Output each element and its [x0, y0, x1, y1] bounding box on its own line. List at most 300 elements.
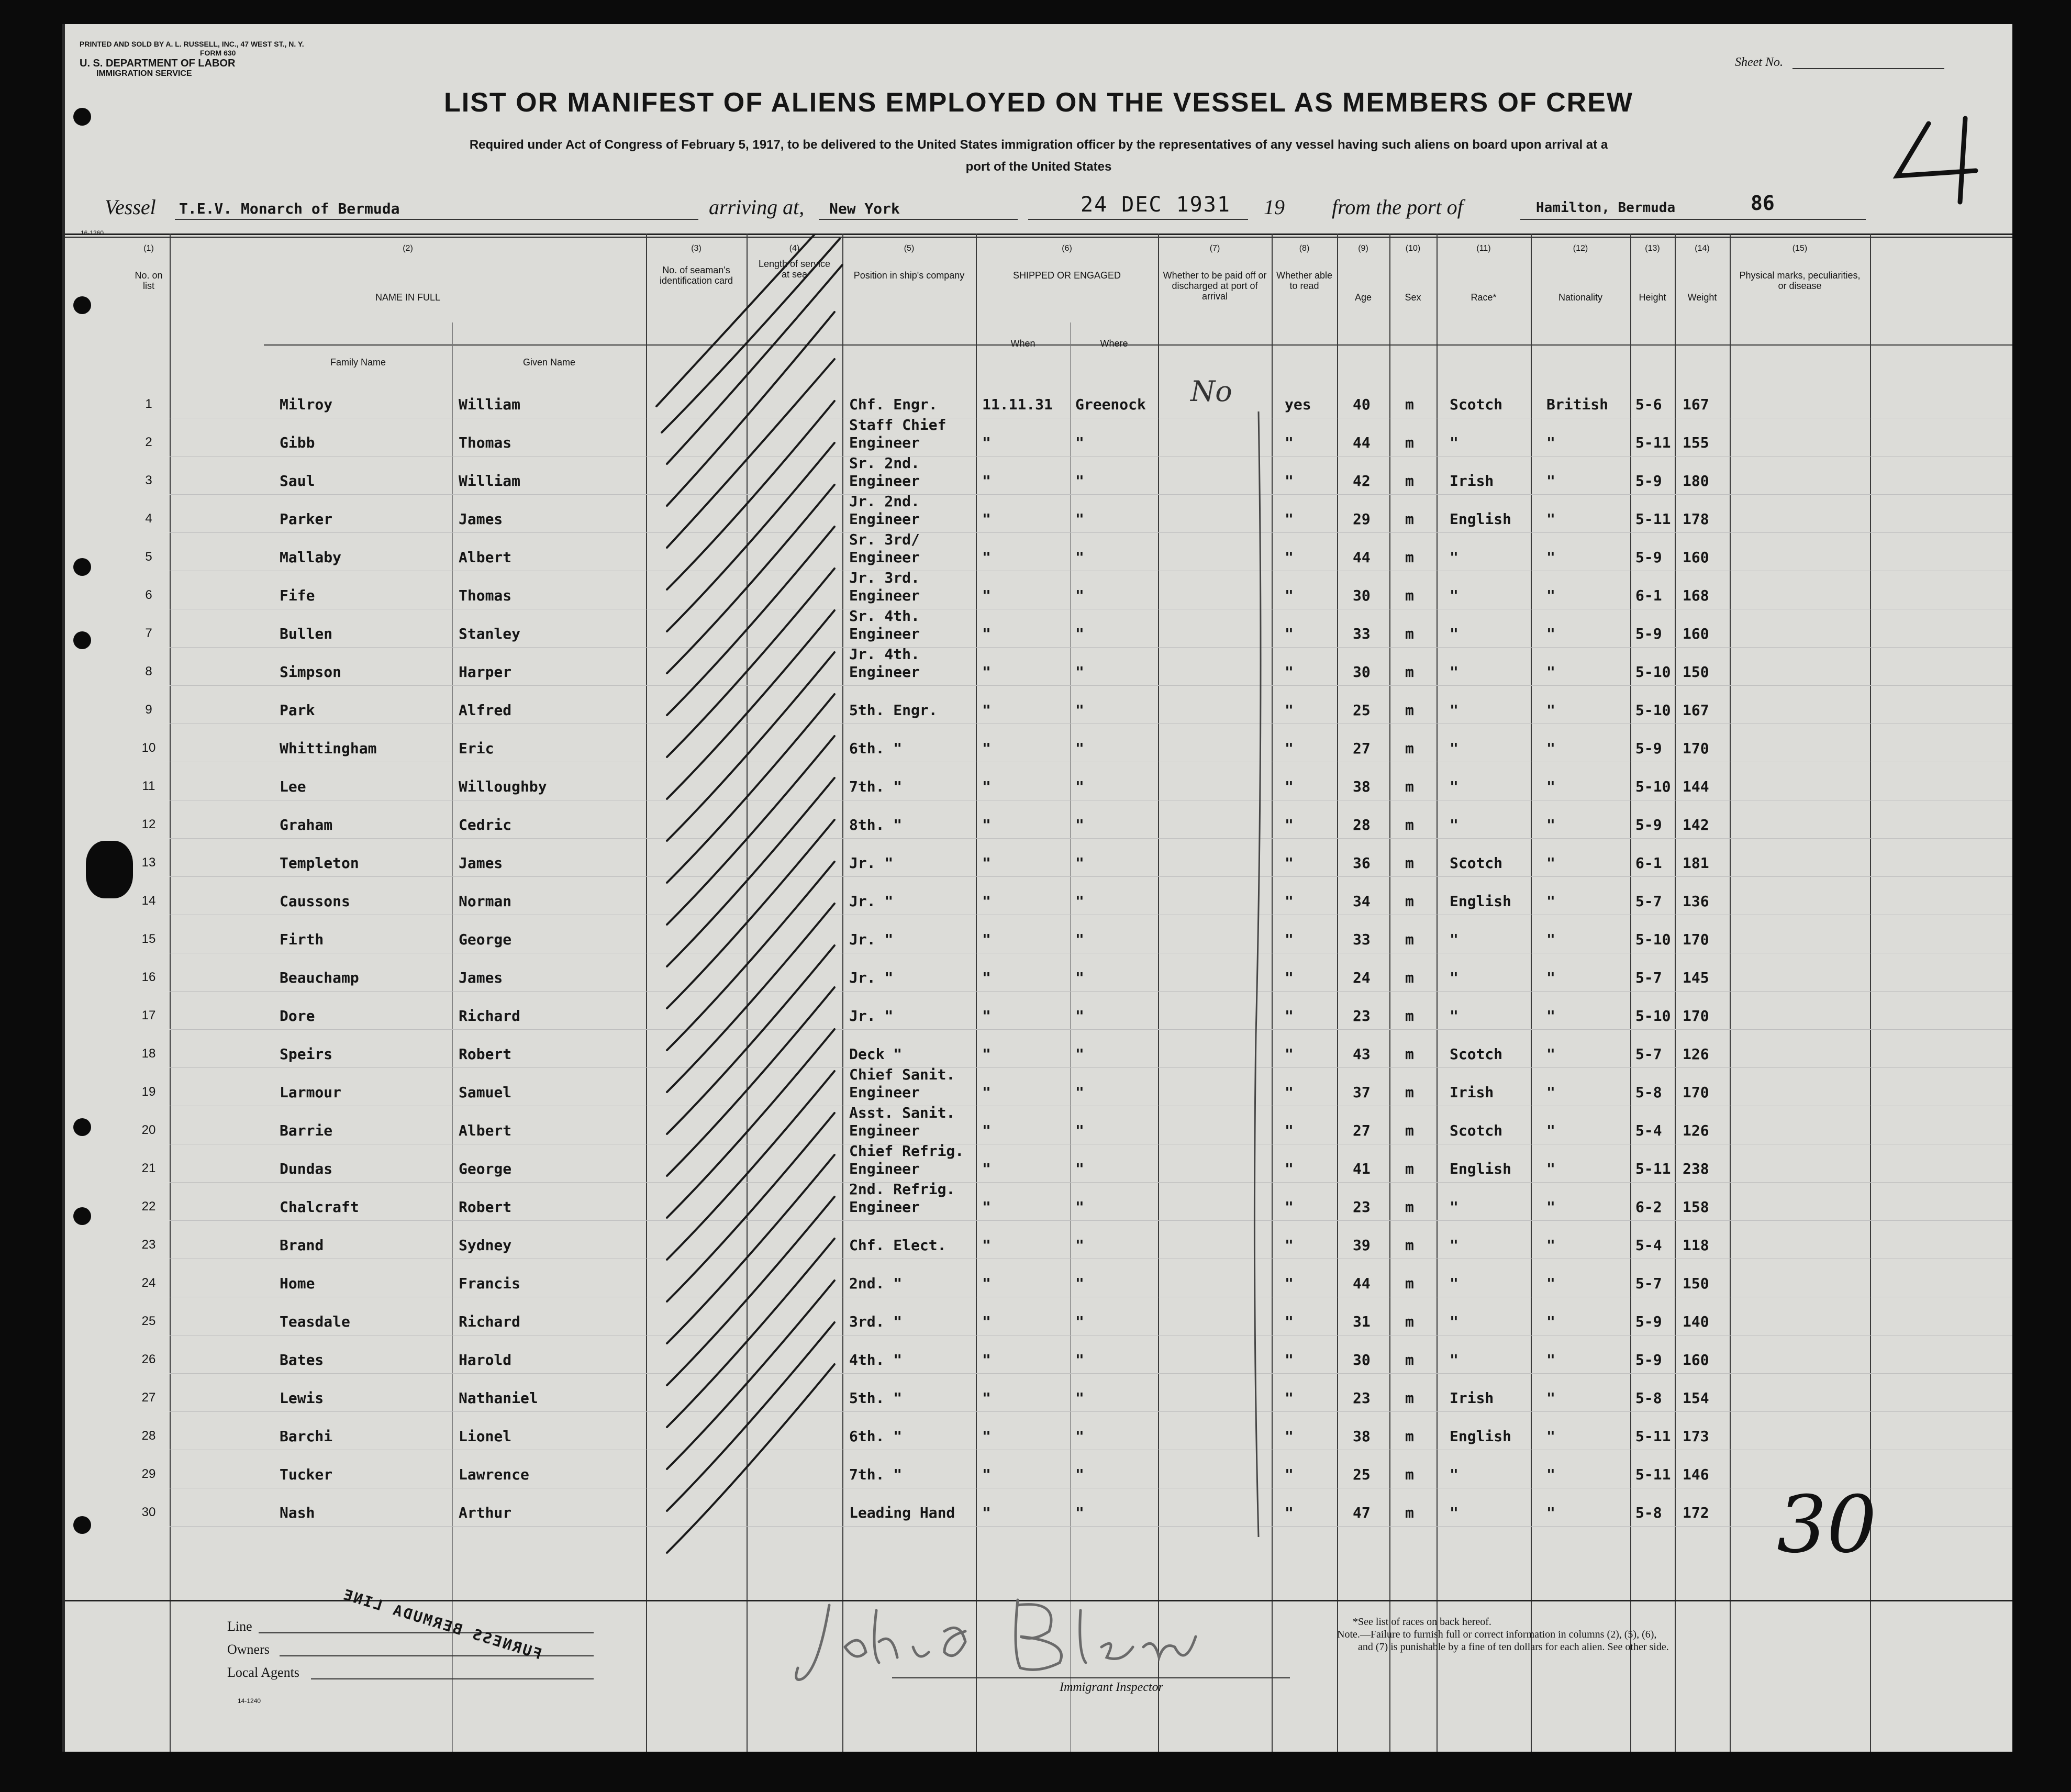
cell-position-line1: Jr. 2nd.: [849, 493, 920, 510]
cell-height: 5-4: [1635, 1122, 1662, 1139]
cell-where: ": [1075, 663, 1084, 681]
col-num-2: (2): [403, 244, 413, 253]
cell-nationality: ": [1546, 1084, 1555, 1101]
col-num-13: (13): [1645, 244, 1660, 253]
cell-position: Engineer: [849, 549, 920, 566]
page-mark-handwritten: [1887, 113, 2002, 207]
row-number: 2: [145, 435, 152, 449]
cell-family: Lee: [280, 778, 306, 795]
cell-age: 24: [1353, 969, 1371, 986]
cell-sex: m: [1405, 587, 1414, 604]
row-number: 17: [141, 1008, 156, 1022]
cell-position-line1: Sr. 3rd/: [849, 531, 920, 548]
cell-when: ": [982, 816, 991, 833]
cell-position: Engineer: [849, 434, 920, 451]
cell-where: ": [1075, 1045, 1084, 1063]
cell-weight: 145: [1683, 969, 1709, 986]
cell-given: Albert: [459, 1122, 512, 1139]
arriving-label: arriving at,: [709, 195, 805, 219]
col-header-when: When: [1010, 338, 1036, 349]
cell-family: Barrie: [280, 1122, 333, 1139]
cell-weight: 142: [1683, 816, 1709, 833]
binder-hole: [73, 1118, 91, 1136]
cell-race: Irish: [1450, 472, 1494, 489]
cell-given: Richard: [459, 1007, 521, 1025]
cell-position-line1: Staff Chief: [849, 416, 947, 433]
cell-weight: 172: [1683, 1504, 1709, 1521]
cell-sex: m: [1405, 893, 1414, 910]
cell-age: 47: [1353, 1504, 1371, 1521]
cell-read: ": [1285, 740, 1294, 757]
binder-hole: [73, 296, 91, 314]
cell-where: ": [1075, 1160, 1084, 1177]
cell-when: ": [982, 1389, 991, 1407]
cell-read: ": [1285, 1504, 1294, 1521]
cell-read: ": [1285, 778, 1294, 795]
cell-when: ": [982, 740, 991, 757]
cell-position: 5th. ": [849, 1389, 903, 1407]
cell-family: Dore: [280, 1007, 315, 1025]
cell-position: 4th. ": [849, 1351, 903, 1368]
row-rule: [170, 647, 2012, 648]
cell-sex: m: [1405, 1428, 1414, 1445]
cell-position-line1: Jr. 3rd.: [849, 569, 920, 586]
cell-weight: 181: [1683, 854, 1709, 872]
cell-read: ": [1285, 625, 1294, 642]
cell-family: Dundas: [280, 1160, 333, 1177]
row-rule: [170, 1411, 2012, 1412]
cell-family: Bullen: [280, 625, 333, 642]
cell-nationality: ": [1546, 1122, 1555, 1139]
paid-off-ditto-line: [1248, 406, 1269, 1542]
cell-read: ": [1285, 1428, 1294, 1445]
cell-age: 44: [1353, 434, 1371, 451]
cell-when: ": [982, 1237, 991, 1254]
row-rule: [170, 838, 2012, 839]
binder-hole: [73, 108, 91, 126]
inspector-line: [892, 1677, 1290, 1678]
cell-where: ": [1075, 1428, 1084, 1445]
penalty-note-1: Note.—Failure to furnish full or correct information in columns (2), (5), (6),: [1337, 1629, 1657, 1640]
cell-weight: 146: [1683, 1466, 1709, 1483]
cell-height: 5-4: [1635, 1237, 1662, 1254]
row-rule: [170, 1220, 2012, 1221]
row-number: 23: [141, 1238, 156, 1252]
cell-read: ": [1285, 1351, 1294, 1368]
cell-height: 5-10: [1635, 1007, 1671, 1025]
penalty-note-2: and (7) is punishable by a fine of ten dollars for each alien. See other side.: [1358, 1641, 1669, 1653]
vessel-label: Vessel: [105, 195, 156, 219]
cell-where: ": [1075, 510, 1084, 528]
col-num-7: (7): [1209, 244, 1220, 253]
cell-where: ": [1075, 587, 1084, 604]
cell-where: ": [1075, 434, 1084, 451]
cell-race: ": [1450, 778, 1458, 795]
line-field: [259, 1632, 594, 1633]
col-header-nationality: Nationality: [1558, 292, 1603, 303]
date-stamp: 24 DEC 1931: [1081, 193, 1231, 217]
cell-height: 6-1: [1635, 854, 1662, 872]
cell-given: Harold: [459, 1351, 512, 1368]
cell-family: Speirs: [280, 1045, 333, 1063]
cell-sex: m: [1405, 396, 1414, 413]
cell-nationality: ": [1546, 702, 1555, 719]
cell-family: Chalcraft: [280, 1198, 359, 1216]
cell-read: ": [1285, 1466, 1294, 1483]
cell-sex: m: [1405, 816, 1414, 833]
cell-position: Engineer: [849, 1160, 920, 1177]
races-note: *See list of races on back hereof.: [1353, 1616, 1491, 1628]
row-number: 28: [141, 1429, 156, 1443]
cell-race: Scotch: [1450, 854, 1503, 872]
cell-position: Engineer: [849, 510, 920, 528]
cell-when: ": [982, 1466, 991, 1483]
cell-nationality: ": [1546, 1428, 1555, 1445]
cell-height: 5-10: [1635, 663, 1671, 681]
cell-family: Saul: [280, 472, 315, 489]
cell-when: ": [982, 510, 991, 528]
cell-read: ": [1285, 1198, 1294, 1216]
col-num-12: (12): [1573, 244, 1588, 253]
cell-race: ": [1450, 625, 1458, 642]
cell-weight: 170: [1683, 740, 1709, 757]
cell-age: 30: [1353, 1351, 1371, 1368]
cell-weight: 167: [1683, 396, 1709, 413]
cell-family: Park: [280, 702, 315, 719]
agents-field: [311, 1678, 594, 1679]
cell-when: ": [982, 1084, 991, 1101]
cell-nationality: ": [1546, 816, 1555, 833]
footer-notes: [1337, 1616, 1669, 1653]
year-label: 19: [1264, 195, 1285, 219]
cell-race: ": [1450, 702, 1458, 719]
cell-height: 6-2: [1635, 1198, 1662, 1216]
cell-read: ": [1285, 434, 1294, 451]
subtitle-line-1: Required under Act of Congress of February 5, 1917, to be delivered to the United States immigration officer by the representatives of any vessel having such aliens on board upon arrival at a: [469, 138, 1608, 152]
cell-nationality: ": [1546, 1198, 1555, 1216]
cell-where: ": [1075, 472, 1084, 489]
cell-position: Engineer: [849, 1122, 920, 1139]
cell-race: ": [1450, 587, 1458, 604]
cell-race: English: [1450, 1160, 1512, 1177]
cell-sex: m: [1405, 778, 1414, 795]
cell-position: 6th. ": [849, 740, 903, 757]
cell-age: 25: [1353, 702, 1371, 719]
cell-where: ": [1075, 1198, 1084, 1216]
cell-race: ": [1450, 1504, 1458, 1521]
cell-when: ": [982, 434, 991, 451]
cell-weight: 144: [1683, 778, 1709, 795]
cell-read: ": [1285, 931, 1294, 948]
binder-hole: [73, 1207, 91, 1225]
cell-when: ": [982, 854, 991, 872]
cell-nationality: ": [1546, 1466, 1555, 1483]
cell-nationality: ": [1546, 1237, 1555, 1254]
cell-nationality: ": [1546, 434, 1555, 451]
cell-height: 5-7: [1635, 1275, 1662, 1292]
cell-read: ": [1285, 1275, 1294, 1292]
cell-read: ": [1285, 472, 1294, 489]
cell-read: ": [1285, 969, 1294, 986]
cell-where: ": [1075, 1466, 1084, 1483]
footer-form-code: 14-1240: [238, 1697, 261, 1705]
col-header-no: No. on list: [135, 270, 163, 291]
row-number: 29: [141, 1467, 156, 1481]
cell-when: ": [982, 1045, 991, 1063]
total-count-handwritten: 30: [1777, 1479, 1877, 1571]
row-number: 4: [145, 511, 152, 526]
cell-age: 37: [1353, 1084, 1371, 1101]
cell-given: William: [459, 396, 521, 413]
cell-read: ": [1285, 854, 1294, 872]
cell-height: 5-9: [1635, 1351, 1662, 1368]
cell-race: English: [1450, 510, 1512, 528]
cell-position: 8th. ": [849, 816, 903, 833]
cell-position: 7th. ": [849, 1466, 903, 1483]
cell-where: ": [1075, 1504, 1084, 1521]
cell-age: 34: [1353, 893, 1371, 910]
cell-age: 23: [1353, 1007, 1371, 1025]
cell-age: 25: [1353, 1466, 1371, 1483]
cell-position: Engineer: [849, 587, 920, 604]
row-number: 10: [141, 741, 156, 755]
cell-when: ": [982, 1275, 991, 1292]
row-number: 1: [145, 397, 152, 411]
cell-age: 23: [1353, 1389, 1371, 1407]
cell-height: 5-11: [1635, 1160, 1671, 1177]
col-num-5: (5): [904, 244, 915, 253]
cell-where: ": [1075, 702, 1084, 719]
owners-label: Owners: [227, 1642, 270, 1657]
cell-given: Samuel: [459, 1084, 512, 1101]
cell-read: ": [1285, 587, 1294, 604]
cell-sex: m: [1405, 1045, 1414, 1063]
cell-where: ": [1075, 1007, 1084, 1025]
cell-sex: m: [1405, 1084, 1414, 1101]
cell-race: ": [1450, 434, 1458, 451]
cell-age: 30: [1353, 663, 1371, 681]
cell-nationality: ": [1546, 472, 1555, 489]
cell-where: ": [1075, 1237, 1084, 1254]
cell-given: Lawrence: [459, 1466, 529, 1483]
cell-family: Teasdale: [280, 1313, 350, 1330]
row-rule: [170, 1526, 2012, 1527]
cell-nationality: ": [1546, 625, 1555, 642]
cell-race: ": [1450, 969, 1458, 986]
cell-family: Graham: [280, 816, 333, 833]
cell-when: ": [982, 1351, 991, 1368]
binder-hole: [73, 1516, 91, 1534]
arriving-port: New York: [829, 200, 900, 217]
row-number: 15: [141, 932, 156, 946]
cell-nationality: ": [1546, 854, 1555, 872]
cell-sex: m: [1405, 702, 1414, 719]
paid-off-handwritten: No: [1190, 375, 1232, 408]
cell-position: Jr. ": [849, 893, 894, 910]
row-number: 6: [145, 588, 152, 602]
cell-when: ": [982, 472, 991, 489]
cell-race: English: [1450, 893, 1512, 910]
cell-age: 44: [1353, 549, 1371, 566]
cell-position-line1: 2nd. Refrig.: [849, 1181, 955, 1198]
cell-nationality: British: [1546, 396, 1609, 413]
cell-race: ": [1450, 1275, 1458, 1292]
service-name: IMMIGRATION SERVICE: [96, 69, 192, 78]
cell-family: Home: [280, 1275, 315, 1292]
cell-given: Robert: [459, 1045, 512, 1063]
col-header-shipped: SHIPPED OR ENGAGED: [1012, 270, 1121, 281]
cell-family: Brand: [280, 1237, 324, 1254]
cell-race: ": [1450, 1351, 1458, 1368]
cell-age: 28: [1353, 816, 1371, 833]
cell-read: ": [1285, 893, 1294, 910]
cell-position: Engineer: [849, 1084, 920, 1101]
document-subtitle: [232, 134, 1845, 178]
cell-weight: 154: [1683, 1389, 1709, 1407]
cell-height: 5-9: [1635, 1313, 1662, 1330]
cell-nationality: ": [1546, 1389, 1555, 1407]
row-number: 13: [141, 855, 156, 870]
cell-age: 44: [1353, 1275, 1371, 1292]
cell-height: 5-7: [1635, 1045, 1662, 1063]
cell-given: Arthur: [459, 1504, 512, 1521]
cell-race: ": [1450, 931, 1458, 948]
cell-height: 5-9: [1635, 549, 1662, 566]
cell-race: ": [1450, 1198, 1458, 1216]
cell-nationality: ": [1546, 1160, 1555, 1177]
cell-where: ": [1075, 893, 1084, 910]
cell-weight: 136: [1683, 893, 1709, 910]
cell-age: 29: [1353, 510, 1371, 528]
cell-family: Barchi: [280, 1428, 333, 1445]
cell-sex: m: [1405, 549, 1414, 566]
col-header-sex: Sex: [1405, 292, 1421, 303]
cell-age: 31: [1353, 1313, 1371, 1330]
cell-family: Nash: [280, 1504, 315, 1521]
row-number: 21: [141, 1161, 156, 1175]
cell-height: 5-10: [1635, 931, 1671, 948]
cell-family: Whittingham: [280, 740, 377, 757]
cell-when: ": [982, 1428, 991, 1445]
cell-position: 5th. Engr.: [849, 702, 938, 719]
cell-when: ": [982, 778, 991, 795]
col-header-where: Where: [1100, 338, 1128, 349]
cell-given: Harper: [459, 663, 512, 681]
cell-sex: m: [1405, 1160, 1414, 1177]
col-header-service: Length of service at sea: [758, 259, 831, 280]
department-name: U. S. DEPARTMENT OF LABOR: [80, 58, 236, 69]
cell-weight: 150: [1683, 663, 1709, 681]
cell-nationality: ": [1546, 1313, 1555, 1330]
row-number: 20: [141, 1123, 156, 1137]
cell-where: ": [1075, 1389, 1084, 1407]
cell-given: Norman: [459, 893, 512, 910]
row-rule: [170, 991, 2012, 992]
cell-height: 5-7: [1635, 969, 1662, 986]
cell-when: ": [982, 1313, 991, 1330]
document-title: LIST OR MANIFEST OF ALIENS EMPLOYED ON THE VESSEL AS MEMBERS OF CREW: [444, 87, 1633, 118]
cell-read: ": [1285, 816, 1294, 833]
cell-nationality: ": [1546, 931, 1555, 948]
cell-age: 33: [1353, 931, 1371, 948]
col-num-11: (11): [1476, 244, 1491, 253]
col-header-given: Given Name: [522, 357, 576, 368]
cell-read: ": [1285, 1007, 1294, 1025]
cell-when: ": [982, 663, 991, 681]
cell-family: Mallaby: [280, 549, 342, 566]
cell-given: Stanley: [459, 625, 521, 642]
row-number: 24: [141, 1276, 156, 1290]
cell-height: 5-9: [1635, 816, 1662, 833]
cell-position: Jr. ": [849, 1007, 894, 1025]
cell-weight: 160: [1683, 625, 1709, 642]
date-line: [1028, 219, 1248, 220]
arriving-line: [819, 219, 1018, 220]
row-rule: [170, 1067, 2012, 1068]
cell-race: ": [1450, 740, 1458, 757]
cell-position: Deck ": [849, 1045, 903, 1063]
cell-where: ": [1075, 1275, 1084, 1292]
row-number: 26: [141, 1352, 156, 1366]
cell-given: James: [459, 969, 503, 986]
cell-age: 23: [1353, 1198, 1371, 1216]
cell-where: ": [1075, 1122, 1084, 1139]
cell-race: Scotch: [1450, 1045, 1503, 1063]
sheet-no-line: [1792, 68, 1944, 69]
cell-position: Engineer: [849, 625, 920, 642]
cell-height: 5-11: [1635, 1428, 1671, 1445]
cell-sex: m: [1405, 1237, 1414, 1254]
cell-where: ": [1075, 778, 1084, 795]
cell-family: Caussons: [280, 893, 350, 910]
cell-read: ": [1285, 702, 1294, 719]
cell-when: ": [982, 1198, 991, 1216]
cell-given: Willoughby: [459, 778, 547, 795]
col-num-9: (9): [1358, 244, 1368, 253]
torn-edge: [86, 841, 133, 898]
vessel-line: [175, 219, 698, 220]
cell-nationality: ": [1546, 587, 1555, 604]
cell-position: Jr. ": [849, 931, 894, 948]
cell-weight: 180: [1683, 472, 1709, 489]
form-code: 16-1260: [81, 229, 104, 237]
cell-nationality: ": [1546, 549, 1555, 566]
cell-when: ": [982, 969, 991, 986]
row-rule: [170, 1182, 2012, 1183]
cell-race: ": [1450, 1313, 1458, 1330]
cell-weight: 170: [1683, 1007, 1709, 1025]
cell-nationality: ": [1546, 510, 1555, 528]
row-number: 27: [141, 1390, 156, 1405]
cell-sex: m: [1405, 472, 1414, 489]
row-rule: [170, 876, 2012, 877]
cell-nationality: ": [1546, 1275, 1555, 1292]
col-num-10: (10): [1405, 244, 1421, 253]
cell-given: Sydney: [459, 1237, 512, 1254]
cell-race: Irish: [1450, 1389, 1494, 1407]
col-header-height: Height: [1639, 292, 1666, 303]
cell-position: Engineer: [849, 663, 920, 681]
cell-family: Lewis: [280, 1389, 324, 1407]
crew-rows: [65, 233, 2012, 1595]
row-rule: [170, 685, 2012, 686]
cell-when: ": [982, 587, 991, 604]
cell-family: Tucker: [280, 1466, 333, 1483]
cell-age: 38: [1353, 778, 1371, 795]
cell-given: Lionel: [459, 1428, 512, 1445]
col-num-1: (1): [143, 244, 154, 253]
cell-sex: m: [1405, 1122, 1414, 1139]
